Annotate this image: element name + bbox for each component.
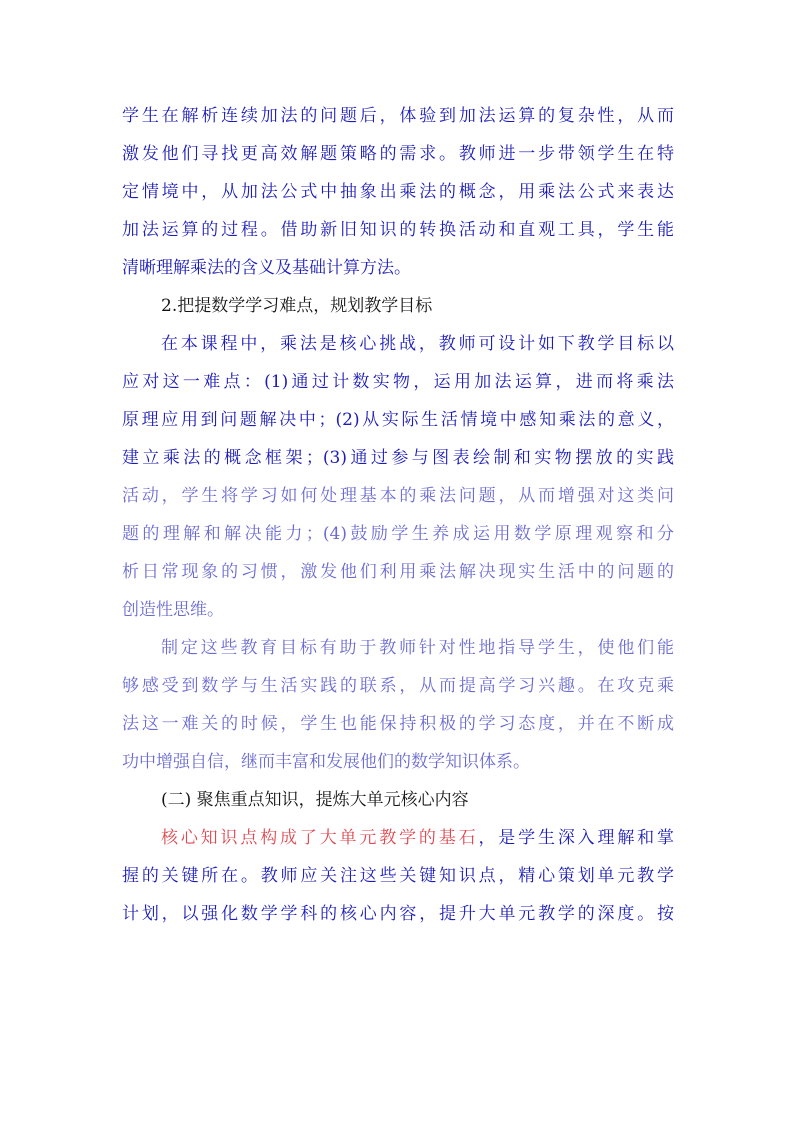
paragraph-2-line-2: 应对这一难点：(1)通过计数实物，运用加法运算，进而将乘法	[122, 372, 674, 392]
paragraph-1-line-2: 激发他们寻找更高效解题策略的需求。教师进一步带领学生在特	[122, 144, 674, 164]
paragraph-2-line-5: 活动，学生将学习如何处理基本的乘法问题，从而增强对这类问	[122, 486, 674, 506]
section-heading-2: 2.把提数学学习难点，规划教学目标	[161, 296, 433, 316]
paragraph-2-line-8: 创造性思维。	[122, 600, 224, 620]
paragraph-2-line-4: 建立乘法的概念框架；(3)通过参与图表绘制和实物摆放的实践	[122, 448, 674, 468]
section-heading-er: (二) 聚焦重点知识，提炼大单元核心内容	[161, 790, 469, 810]
paragraph-3-line-4: 功中增强自信，继而丰富和发展他们的数学知识体系。	[122, 752, 530, 772]
paragraph-2-line-3: 原理应用到问题解决中；(2)从实际生活情境中感知乘法的意义，	[122, 410, 674, 430]
paragraph-1-line-5: 清晰理解乘法的含义及基础计算方法。	[122, 258, 411, 278]
paragraph-1-line-4: 加法运算的过程。借助新旧知识的转换活动和直观工具，学生能	[122, 220, 674, 240]
paragraph-2-line-6: 题的理解和解决能力；(4)鼓励学生养成运用数学原理观察和分	[122, 524, 674, 544]
paragraph-2-line-7: 析日常现象的习惯，激发他们利用乘法解决现实生活中的问题的	[122, 562, 674, 582]
highlighted-phrase: 核心知识点构成了大单元教学的基石	[161, 828, 479, 848]
paragraph-4-line-1	[161, 823, 674, 853]
paragraph-4-line-3: 计划，以强化数学学科的核心内容，提升大单元教学的深度。按	[122, 904, 674, 924]
paragraph-1-line-1: 学生在解析连续加法的问题后，体验到加法运算的复杂性，从而	[122, 106, 674, 126]
paragraph-3-line-1: 制定这些教育目标有助于教师针对性地指导学生，使他们能	[161, 638, 674, 658]
paragraph-4-line-2: 握的关键所在。教师应关注这些关键知识点，精心策划单元教学	[122, 866, 674, 886]
paragraph-2-line-1: 在本课程中，乘法是核心挑战，教师可设计如下教学目标以	[161, 334, 674, 354]
paragraph-3-line-2: 够感受到数学与生活实践的联系，从而提高学习兴趣。在攻克乘	[122, 676, 674, 696]
paragraph-1-line-3: 定情境中，从加法公式中抽象出乘法的概念，用乘法公式来表达	[122, 182, 674, 202]
paragraph-3-line-3: 法这一难关的时候，学生也能保持积极的学习态度，并在不断成	[122, 714, 674, 734]
paragraph-4-line-1-rest: ，是学生深入理解和掌	[478, 828, 674, 848]
